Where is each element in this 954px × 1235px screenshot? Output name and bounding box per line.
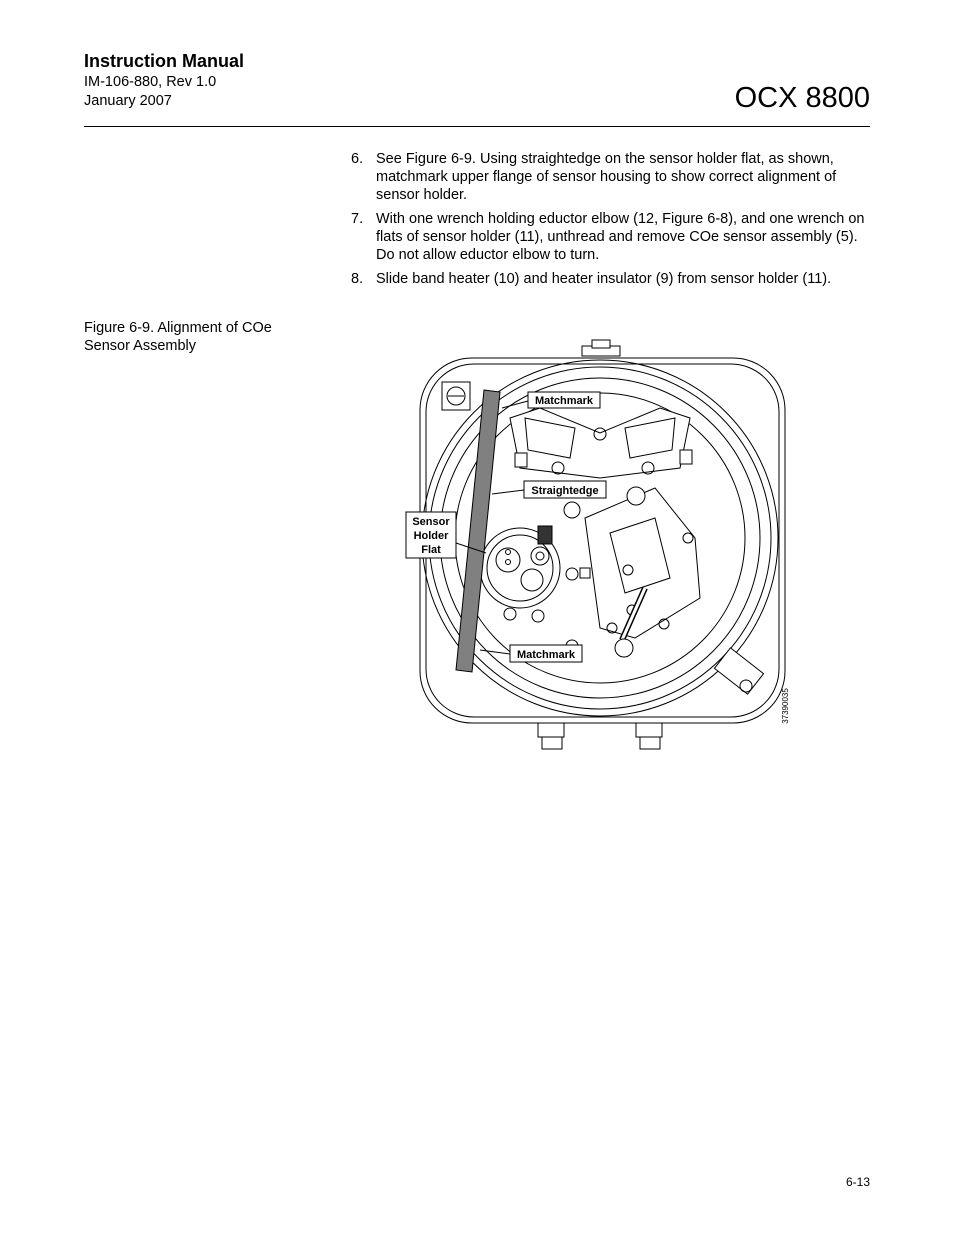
sensor-holder-label-1: Sensor xyxy=(412,516,450,528)
page-number: 6-13 xyxy=(845,1175,870,1189)
sensor-holder-label-3: Flat xyxy=(421,544,441,556)
figure-caption: Figure 6-9. Alignment of COe Sensor Assembly xyxy=(84,320,272,354)
step-8 xyxy=(348,270,873,288)
procedure-steps xyxy=(348,150,873,294)
document-number: IM-106-880, Rev 1.0 xyxy=(84,74,217,90)
matchmark-top-label: Matchmark xyxy=(534,395,594,407)
step-text: Slide band heater (10) and heater insulator (9) from sensor holder (11). xyxy=(376,271,832,287)
straightedge-label: Straightedge xyxy=(531,485,599,497)
document-date: January 2007 xyxy=(84,93,172,109)
manual-title: Instruction Manual xyxy=(84,51,245,71)
step-number: 6. xyxy=(351,151,364,167)
header-rule xyxy=(84,126,870,127)
drawing-id: 37390035 xyxy=(781,688,790,724)
step-number: 8. xyxy=(351,271,364,287)
sensor-holder-label-2: Holder xyxy=(413,530,449,542)
step-6 xyxy=(348,150,873,204)
product-name: OCX 8800 xyxy=(734,82,870,114)
sensor-alignment-figure xyxy=(400,338,800,763)
matchmark-bottom-label: Matchmark xyxy=(516,649,576,661)
step-number: 7. xyxy=(351,211,364,227)
step-7 xyxy=(348,210,873,264)
step-text: With one wrench holding eductor elbow (12, Figure 6-8), and one wrench on flats of sensor holder (11), unthread and remove COe sensor assembly (5). Do not allow eductor elbow to turn. xyxy=(376,211,865,263)
step-text: See Figure 6-9. Using straightedge on the sensor holder flat, as shown, matchmark upper flange of sensor housing to show correct alignment of sensor holder. xyxy=(376,151,837,203)
sensor-alignment-drawing xyxy=(400,338,800,758)
